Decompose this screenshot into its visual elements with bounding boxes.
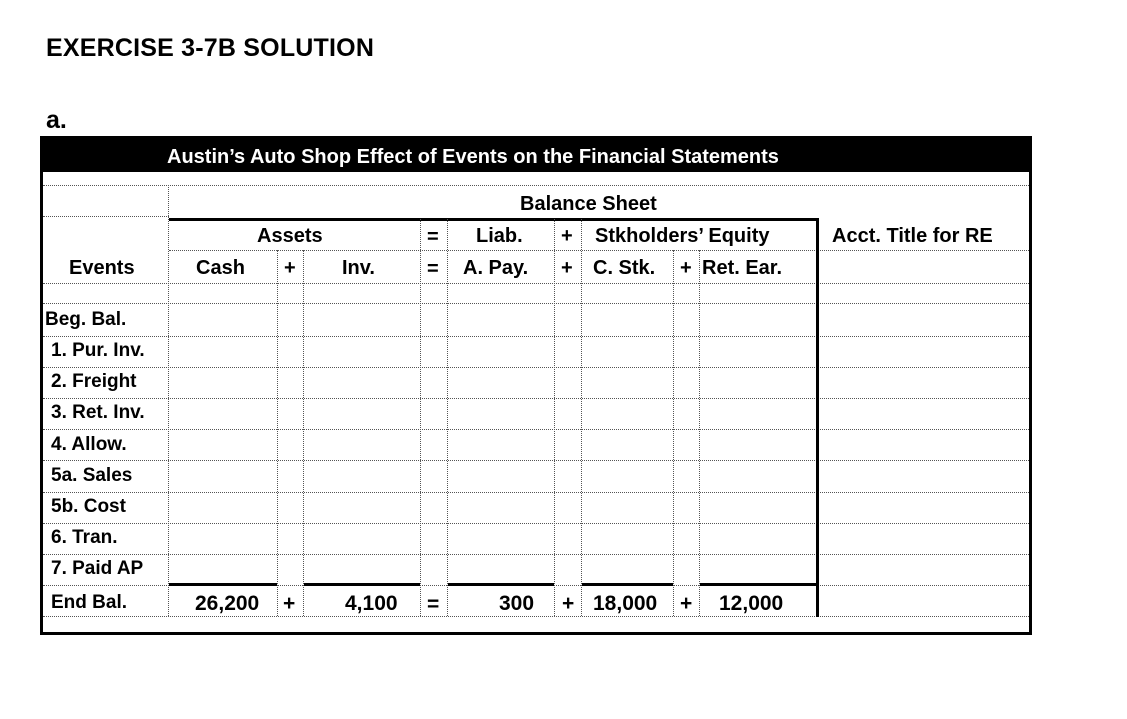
equity-divider bbox=[816, 219, 819, 617]
event-row-label: 5b. Cost bbox=[51, 496, 126, 517]
end-inventory-value: 4,100 bbox=[345, 592, 398, 615]
event-row-label: 3. Ret. Inv. bbox=[51, 402, 145, 423]
col-divider bbox=[277, 250, 278, 616]
end-common-stock-value: 18,000 bbox=[593, 592, 658, 615]
col-divider bbox=[420, 219, 421, 616]
event-row-label: 5a. Sales bbox=[51, 465, 133, 486]
end-retained-earnings-value: 12,000 bbox=[719, 592, 784, 615]
event-row-label: 7. Paid AP bbox=[51, 558, 144, 579]
row-divider bbox=[43, 336, 1029, 337]
inventory-header: Inv. bbox=[342, 257, 375, 279]
row-divider bbox=[43, 429, 1029, 430]
page-title: EXERCISE 3-7B SOLUTION bbox=[46, 34, 375, 62]
event-row-label: 2. Freight bbox=[51, 371, 137, 392]
equity-header: Stkholders’ Equity bbox=[595, 225, 770, 247]
total-rule-cash bbox=[169, 583, 277, 586]
plus-sign: + bbox=[561, 257, 573, 279]
table-title: Austin’s Auto Shop Effect of Events on the Financial Statements bbox=[167, 146, 779, 168]
plus-sign: + bbox=[680, 257, 692, 279]
row-divider bbox=[43, 367, 1029, 368]
balance-sheet-label: Balance Sheet bbox=[520, 193, 657, 215]
row-divider bbox=[43, 303, 1029, 304]
event-row-label: 6. Tran. bbox=[51, 527, 118, 548]
part-label: a. bbox=[46, 106, 67, 134]
total-rule-inv bbox=[304, 583, 420, 586]
end-accounts-payable-value: 300 bbox=[499, 592, 535, 615]
cash-header: Cash bbox=[196, 257, 245, 279]
row-divider bbox=[43, 398, 1029, 399]
end-cash-value: 26,200 bbox=[195, 592, 260, 615]
col-divider bbox=[699, 250, 700, 616]
plus-sign: + bbox=[284, 257, 296, 279]
col-divider bbox=[303, 250, 304, 616]
row-divider bbox=[43, 523, 1029, 524]
row-divider bbox=[43, 616, 1029, 617]
row-divider bbox=[43, 492, 1029, 493]
financial-statement-table bbox=[40, 136, 1032, 635]
total-rule-cstk bbox=[582, 583, 673, 586]
balance-sheet-rule bbox=[169, 218, 819, 221]
row-divider bbox=[169, 250, 1029, 251]
total-rule-apay bbox=[448, 583, 554, 586]
retained-earnings-header: Ret. Ear. bbox=[702, 257, 783, 279]
equals-sign: = bbox=[427, 226, 439, 248]
table-header-bar bbox=[43, 139, 1029, 172]
row-divider bbox=[43, 216, 169, 217]
col-divider bbox=[673, 250, 674, 616]
col-divider bbox=[447, 219, 448, 616]
plus-sign: + bbox=[283, 592, 296, 615]
acct-title-header: Acct. Title for RE bbox=[832, 225, 993, 247]
col-divider bbox=[554, 219, 555, 616]
events-header: Events bbox=[69, 257, 135, 279]
event-row-label: 4. Allow. bbox=[51, 434, 127, 455]
common-stock-header: C. Stk. bbox=[593, 257, 656, 279]
liabilities-header: Liab. bbox=[476, 225, 523, 247]
plus-sign: + bbox=[561, 225, 573, 247]
event-row-label: Beg. Bal. bbox=[45, 309, 127, 330]
accounts-payable-header: A. Pay. bbox=[463, 257, 529, 279]
col-divider bbox=[581, 219, 582, 616]
col-divider bbox=[168, 185, 169, 616]
end-balance-label: End Bal. bbox=[51, 592, 128, 613]
row-divider bbox=[43, 554, 1029, 555]
plus-sign: + bbox=[680, 592, 693, 615]
assets-header: Assets bbox=[257, 225, 323, 247]
total-rule-retear bbox=[700, 583, 816, 586]
row-divider bbox=[43, 460, 1029, 461]
equals-sign: = bbox=[427, 258, 439, 280]
event-row-label: 1. Pur. Inv. bbox=[51, 340, 145, 361]
plus-sign: + bbox=[562, 592, 575, 615]
row-divider bbox=[43, 185, 1029, 186]
equals-sign: = bbox=[427, 593, 440, 616]
row-divider bbox=[43, 283, 1029, 284]
